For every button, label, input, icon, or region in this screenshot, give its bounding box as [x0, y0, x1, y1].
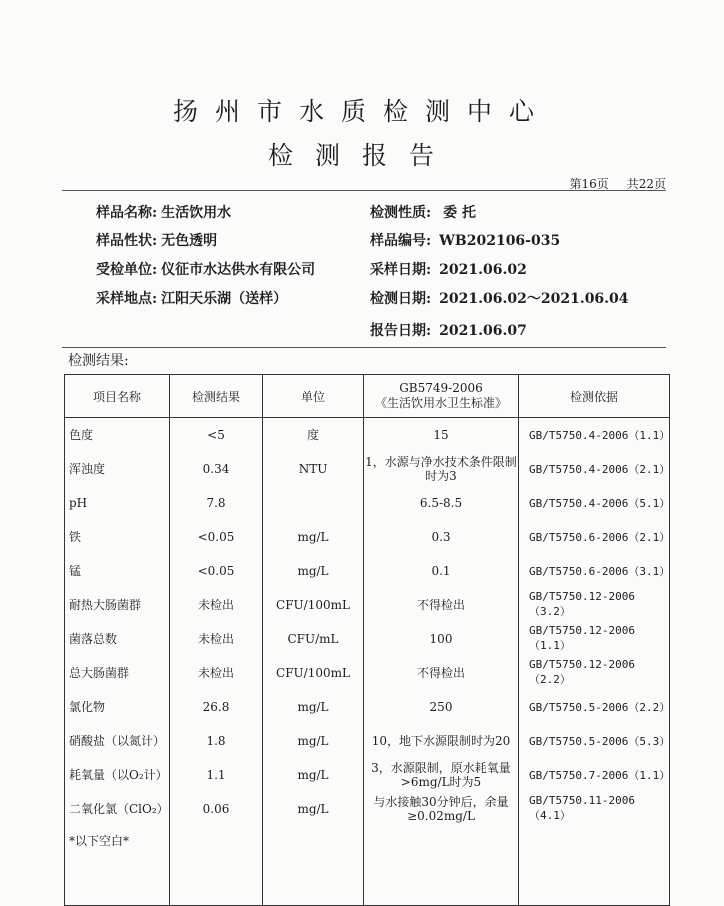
header-unit: 单位 — [263, 375, 364, 418]
row-result: 未检出 — [170, 588, 263, 622]
header-result: 检测结果 — [170, 375, 263, 418]
row-basis: GB/T5750.12-2006（3.2） — [519, 588, 670, 622]
sampling-site: 采样地点: 江阳天乐湖（送样） — [96, 291, 288, 307]
row-result: 26.8 — [170, 690, 263, 724]
sampling-date: 采样日期: 2021.06.02 — [370, 262, 527, 278]
test-date: 检测日期: 2021.06.02～2021.06.04 — [370, 291, 629, 307]
table-row — [65, 520, 670, 554]
row-unit — [263, 486, 364, 520]
table-row — [65, 452, 670, 486]
empty-cell — [364, 826, 519, 906]
row-basis: GB/T5750.6-2006（2.1） — [519, 520, 670, 554]
row-standard: 10，地下水源限制时为20 — [364, 724, 519, 758]
row-result: 1.8 — [170, 724, 263, 758]
row-basis: GB/T5750.4-2006（2.1） — [519, 452, 670, 486]
row-standard: 不得检出 — [364, 588, 519, 622]
divider — [62, 190, 666, 191]
row-standard: 6.5-8.5 — [364, 486, 519, 520]
row-item: 耐热大肠菌群 — [65, 588, 170, 622]
divider — [62, 347, 666, 348]
row-unit: mg/L — [263, 554, 364, 588]
row-result: 7.8 — [170, 486, 263, 520]
row-result: 1.1 — [170, 758, 263, 792]
row-unit: 度 — [263, 418, 364, 452]
page-current: 第16页 — [569, 177, 609, 191]
row-standard: 250 — [364, 690, 519, 724]
test-nature: 检测性质: 委 托 — [370, 205, 477, 221]
sample-state: 样品性状: 无色透明 — [96, 233, 218, 249]
report-date: 报告日期: 2021.06.07 — [370, 323, 527, 339]
row-basis: GB/T5750.6-2006（3.1） — [519, 554, 670, 588]
client: 受检单位: 仪征市水达供水有限公司 — [96, 262, 316, 278]
row-result: <0.05 — [170, 554, 263, 588]
row-standard: 0.3 — [364, 520, 519, 554]
table-row — [65, 418, 670, 452]
page-total: 共22页 — [626, 177, 666, 191]
empty-cell — [170, 826, 263, 906]
row-basis: GB/T5750.5-2006（2.2） — [519, 690, 670, 724]
row-item: 铁 — [65, 520, 170, 554]
results-label: 检测结果: — [68, 353, 129, 369]
org-title: 扬州市水质检测中心 — [172, 97, 551, 126]
table-row — [65, 792, 670, 826]
table-row — [65, 656, 670, 690]
row-unit: CFU/mL — [263, 622, 364, 656]
row-item: 菌落总数 — [65, 622, 170, 656]
table-row — [65, 622, 670, 656]
table-row — [65, 826, 670, 906]
sample-number: 样品编号: WB202106-035 — [370, 233, 561, 249]
header-item: 项目名称 — [65, 375, 170, 418]
row-basis: GB/T5750.5-2006（5.3） — [519, 724, 670, 758]
row-basis: GB/T5750.4-2006（1.1） — [519, 418, 670, 452]
table-header-row — [65, 375, 670, 418]
row-unit: mg/L — [263, 690, 364, 724]
empty-cell — [519, 826, 670, 906]
table-row — [65, 758, 670, 792]
row-item: 二氧化氯（ClO₂） — [65, 792, 170, 826]
row-result: <5 — [170, 418, 263, 452]
row-unit: mg/L — [263, 520, 364, 554]
row-result: 0.34 — [170, 452, 263, 486]
header-standard: GB5749-2006 《生活饮用水卫生标准》 — [364, 375, 519, 418]
row-standard: 不得检出 — [364, 656, 519, 690]
row-unit: mg/L — [263, 758, 364, 792]
row-result: 0.06 — [170, 792, 263, 826]
row-unit: NTU — [263, 452, 364, 486]
row-result: <0.05 — [170, 520, 263, 554]
table-row — [65, 486, 670, 520]
table-row — [65, 588, 670, 622]
report-title: 检测报告 — [267, 141, 456, 170]
row-unit: CFU/100mL — [263, 588, 364, 622]
row-basis: GB/T5750.11-2006（4.1） — [519, 792, 670, 826]
row-standard: 15 — [364, 418, 519, 452]
row-standard: 3，水源限制，原水耗氧量>6mg/L时为5 — [364, 758, 519, 792]
row-item: 总大肠菌群 — [65, 656, 170, 690]
row-unit: mg/L — [263, 792, 364, 826]
row-standard: 100 — [364, 622, 519, 656]
row-basis: GB/T5750.12-2006（2.2） — [519, 656, 670, 690]
end-note: *以下空白* — [65, 826, 170, 906]
sample-name: 样品名称: 生活饮用水 — [96, 205, 232, 221]
empty-cell — [263, 826, 364, 906]
results-table — [64, 374, 670, 906]
row-item: pH — [65, 486, 170, 520]
row-unit: CFU/100mL — [263, 656, 364, 690]
row-standard: 1，水源与净水技术条件限制时为3 — [364, 452, 519, 486]
row-item: 耗氧量（以O₂计） — [65, 758, 170, 792]
row-result: 未检出 — [170, 622, 263, 656]
row-item: 浑浊度 — [65, 452, 170, 486]
row-item: 锰 — [65, 554, 170, 588]
row-result: 未检出 — [170, 656, 263, 690]
row-standard: 与水接触30分钟后，余量≥0.02mg/L — [364, 792, 519, 826]
row-item: 氯化物 — [65, 690, 170, 724]
row-unit: mg/L — [263, 724, 364, 758]
row-item: 硝酸盐（以氮计） — [65, 724, 170, 758]
table-row — [65, 554, 670, 588]
row-basis: GB/T5750.7-2006（1.1） — [519, 758, 670, 792]
row-standard: 0.1 — [364, 554, 519, 588]
row-item: 色度 — [65, 418, 170, 452]
row-basis: GB/T5750.12-2006（1.1） — [519, 622, 670, 656]
row-basis: GB/T5750.4-2006（5.1） — [519, 486, 670, 520]
table-row — [65, 690, 670, 724]
table-row — [65, 724, 670, 758]
header-basis: 检测依据 — [519, 375, 670, 418]
